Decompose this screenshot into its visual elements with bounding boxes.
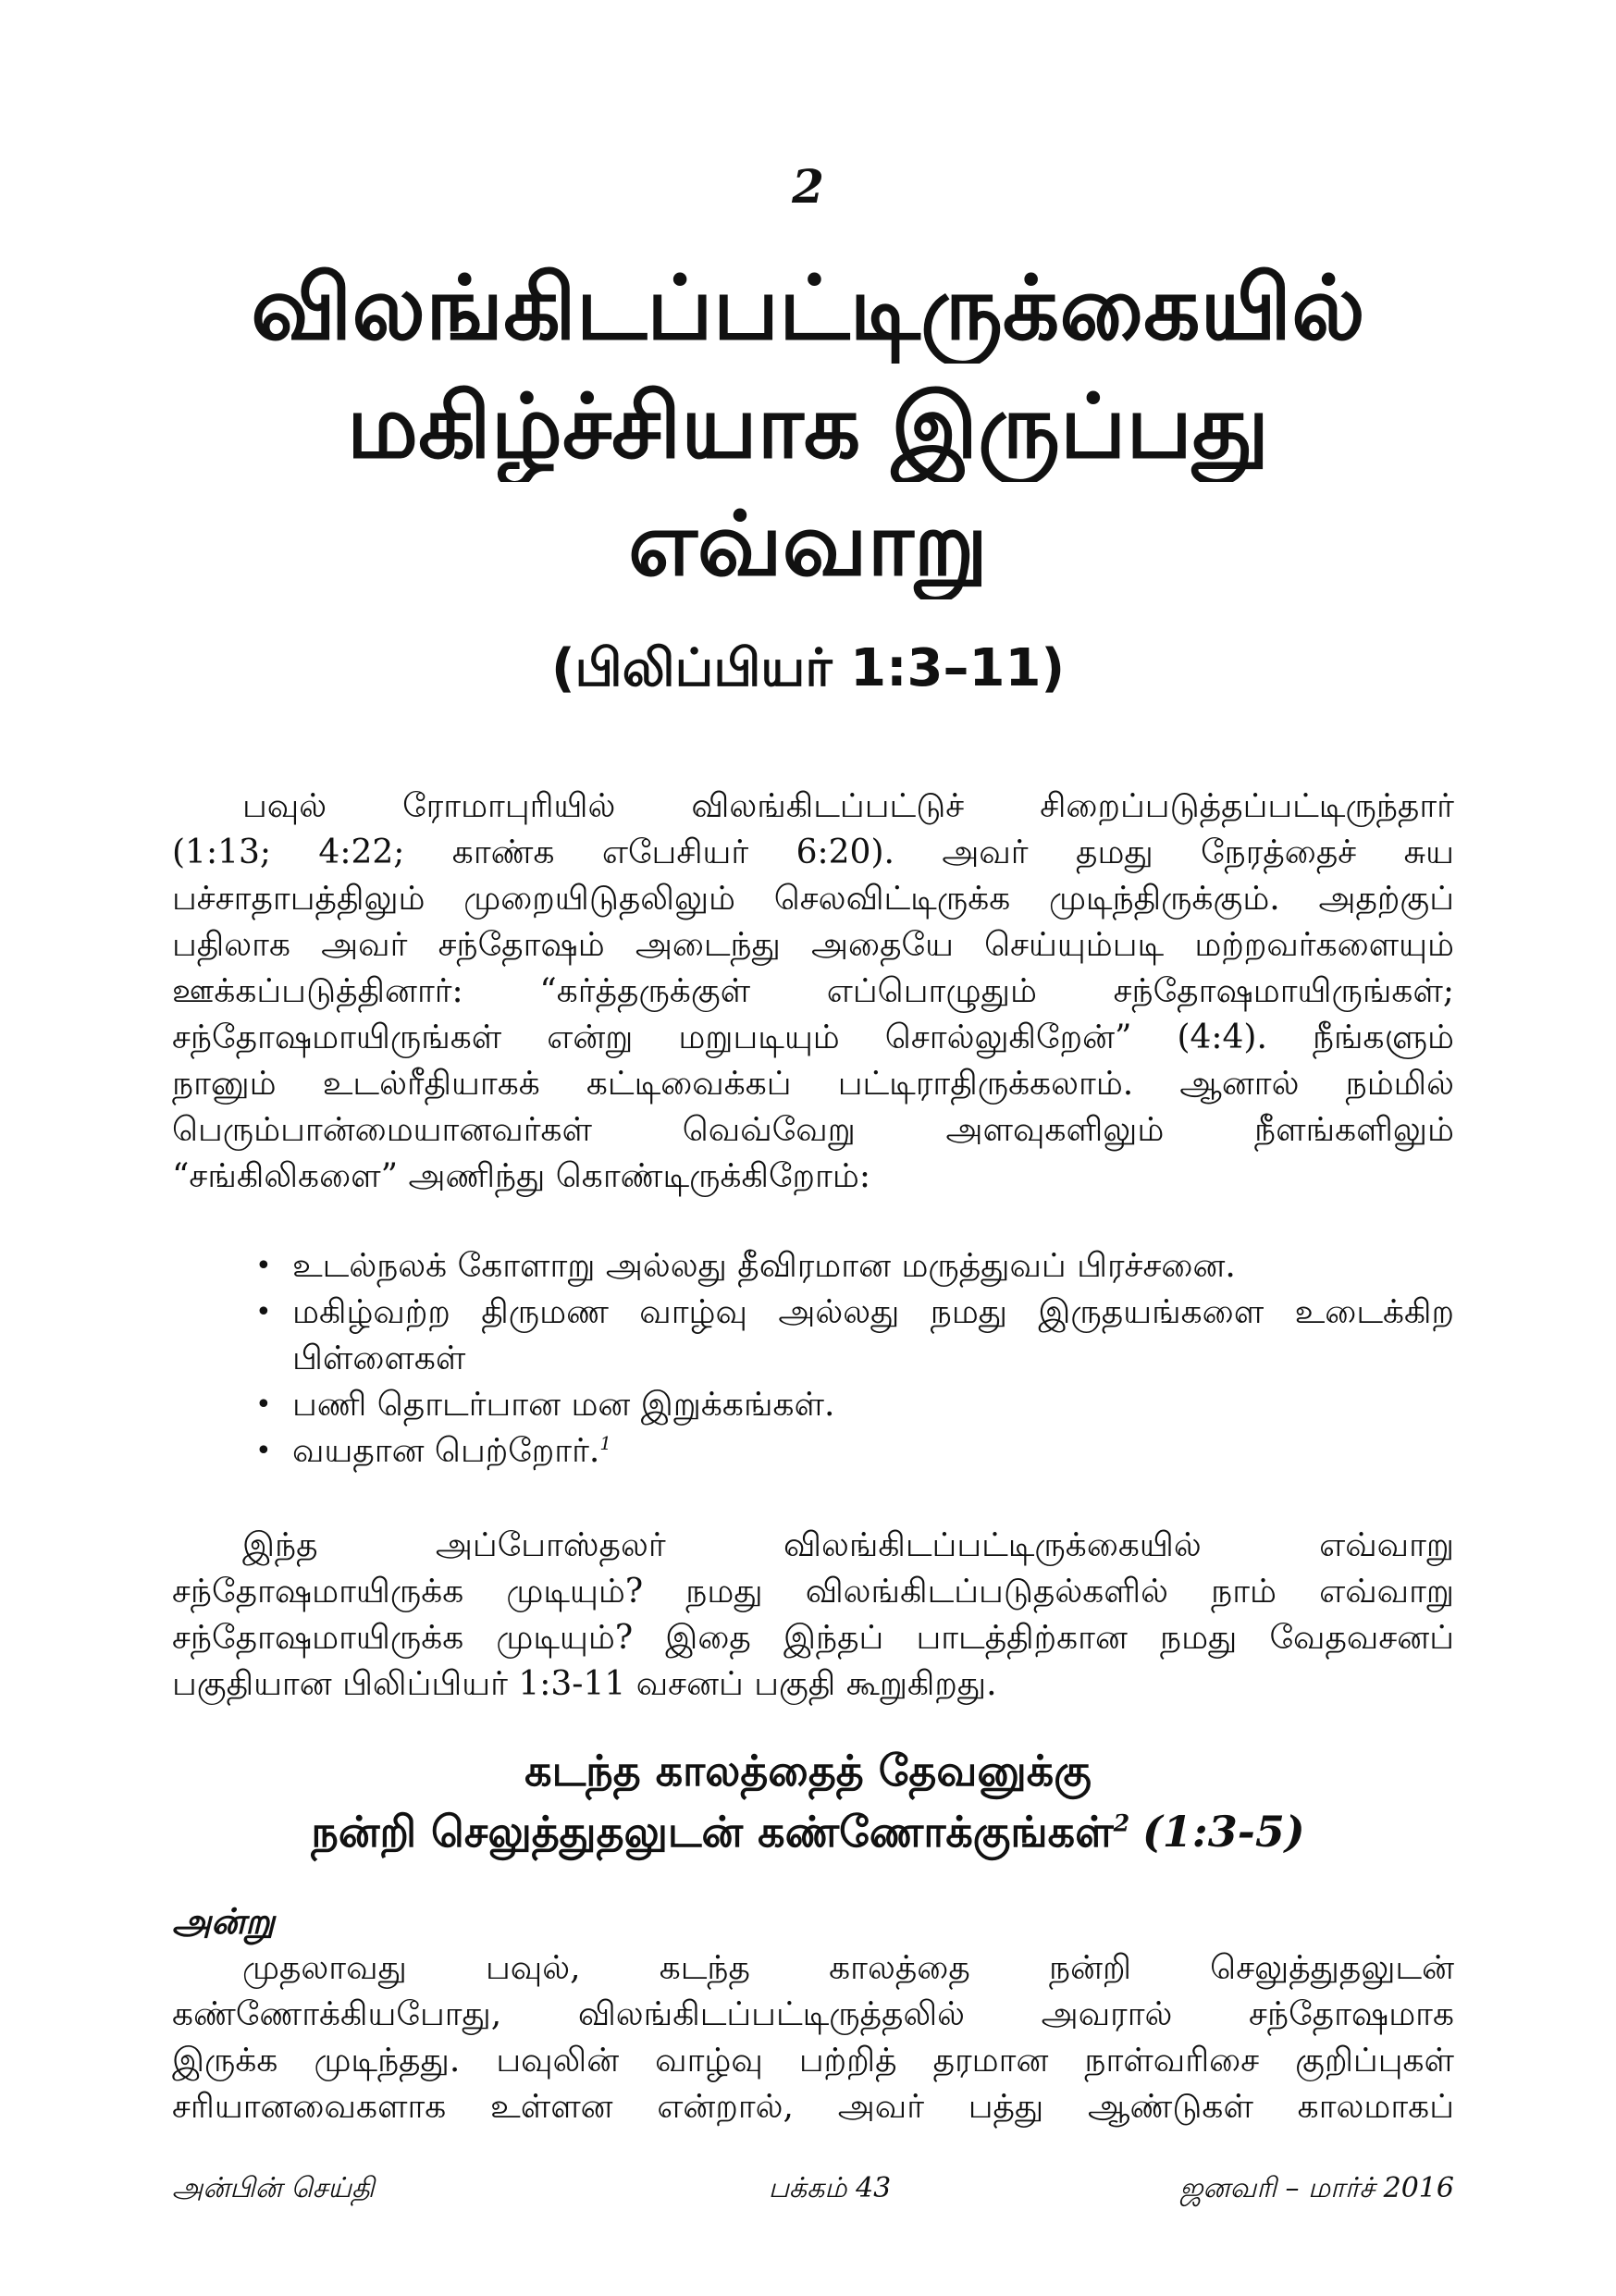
list-item-text: மகிழ்வற்ற திருமண வாழ்வு அல்லது நமது இருதயங்களை உடைக்கிற [292,1293,1454,1331]
section-paragraph [172,1945,1454,2130]
footer-issue-date: ஜனவரி – மார்ச் 2016 [1179,2172,1454,2204]
list-item-text: உடல்நலக் கோளாறு அல்லது தீவிரமான மருத்துவப் பிரச்சனை. [292,1247,1236,1285]
section-subheading: அன்று [172,1900,275,1942]
paragraph-line: சந்தோஷமாயிருக்க முடியும்? இதை இந்தப் பாடத்திற்கான நமது வேதவசனப் [172,1619,1454,1657]
list-item-text-content: வயதான பெற்றோர். [292,1432,600,1470]
chapter-title-line-1: விலங்கிடப்பட்டிருக்கையில் [251,256,1365,360]
footer-page-number: பக்கம் 43 [768,2172,892,2204]
paragraph-line: பதிலாக அவர் சந்தோஷம் அடைந்து அதையே செய்யும்படி மற்றவர்களையும் [172,926,1454,964]
chapter-title-line-2: மகிழ்ச்சியாக இருப்பது [346,375,1270,478]
paragraph-line: கண்ணோக்கியபோது, விலங்கிடப்பட்டிருத்தலில் அவரால் சந்தோஷமாக [172,1995,1454,2033]
paragraph-line: “சங்கிலிகளை” அணிந்து கொண்டிருக்கிறோம்: [172,1157,870,1195]
list-item [172,1243,1454,1290]
intro-paragraph [172,784,1454,1200]
paragraph-line: பச்சாதாபத்திலும் முறையிடுதலிலும் செலவிட்டிருக்க முடிந்திருக்கும். அதற்குப் [172,880,1454,918]
section-heading-text: நன்றி செலுத்துதலுடன் கண்ணோக்குங்கள் [311,1807,1114,1857]
paragraph-line: சந்தோஷமாயிருக்க முடியும்? நமது விலங்கிடப்படுதல்களில் நாம் எவ்வாறு [172,1573,1454,1611]
section-heading-line-2 [93,1801,1523,1862]
bullet-marker: • [255,1435,272,1467]
paragraph-line: நானும் உடல்ரீதியாகக் கட்டிவைக்கப் பட்டிராதிருக்கலாம். ஆனால் நம்மில் [172,1065,1454,1103]
paragraph-line: ஊக்கப்படுத்தினார்: “கர்த்தருக்குள் எப்பொழுதும் சந்தோஷமாயிருங்கள்; [172,972,1454,1010]
list-item-text: பணி தொடர்பான மன இறுக்கங்கள். [292,1386,835,1424]
paragraph-line: இந்த அப்போஸ்தலர் விலங்கிடப்பட்டிருக்கையில் எவ்வாறு [242,1526,1454,1564]
paragraph-line: இருக்க முடிந்தது. பவுலின் வாழ்வு பற்றித் தரமான நாள்வரிசை குறிப்புகள் [172,2042,1454,2080]
paragraph-line: முதலாவது பவுல், கடந்த காலத்தை நன்றி செலுத்துதலுடன் [242,1949,1454,1987]
paragraph-line: (1:13; 4:22; காண்க எபேசியர் 6:20). அவர் தமது நேரத்தைச் சுய [172,833,1454,871]
paragraph-line: பெரும்பான்மையானவர்கள் வெவ்வேறு அளவுகளிலும் நீளங்களிலும் [172,1111,1454,1149]
footnote-marker: 2 [1113,1808,1130,1837]
bullet-marker: • [255,1250,272,1282]
section-heading-line-1: கடந்த காலத்தைத் தேவனுக்கு [524,1746,1092,1796]
chapter-number: 2 [792,159,824,214]
chains-list [172,1243,1454,1475]
paragraph-line: பவுல் ரோமாபுரியில் விலங்கிடப்பட்டுச் சிறைப்படுத்தப்பட்டிருந்தார் [242,787,1454,825]
list-item [172,1428,1454,1475]
section-heading-reference: (1:3-5) [1142,1807,1305,1857]
list-item-text [292,1428,1454,1475]
chapter-title-line-3: எவ்வாறு [627,492,989,596]
bullet-marker: • [255,1389,272,1421]
paragraph-line: சந்தோஷமாயிருங்கள் என்று மறுபடியும் சொல்லுகிறேன்” (4:4). நீங்களும் [172,1018,1454,1056]
bullet-marker: • [255,1296,272,1328]
list-item [172,1290,1454,1382]
paragraph-line: பகுதியான பிலிப்பியர் 1:3-11 வசனப் பகுதி கூறுகிறது. [172,1665,997,1703]
list-item-text: பிள்ளைகள் [292,1339,466,1377]
paragraph-line: சரியானவைகளாக உள்ளன என்றால், அவர் பத்து ஆண்டுகள் காலமாகப் [172,2088,1454,2126]
footer-publication: அன்பின் செய்தி [172,2172,375,2204]
list-item [172,1382,1454,1428]
scripture-reference: (பிலிப்பியர் 1:3–11) [550,638,1066,698]
question-paragraph [172,1523,1454,1708]
footnote-marker: 1 [599,1433,611,1454]
